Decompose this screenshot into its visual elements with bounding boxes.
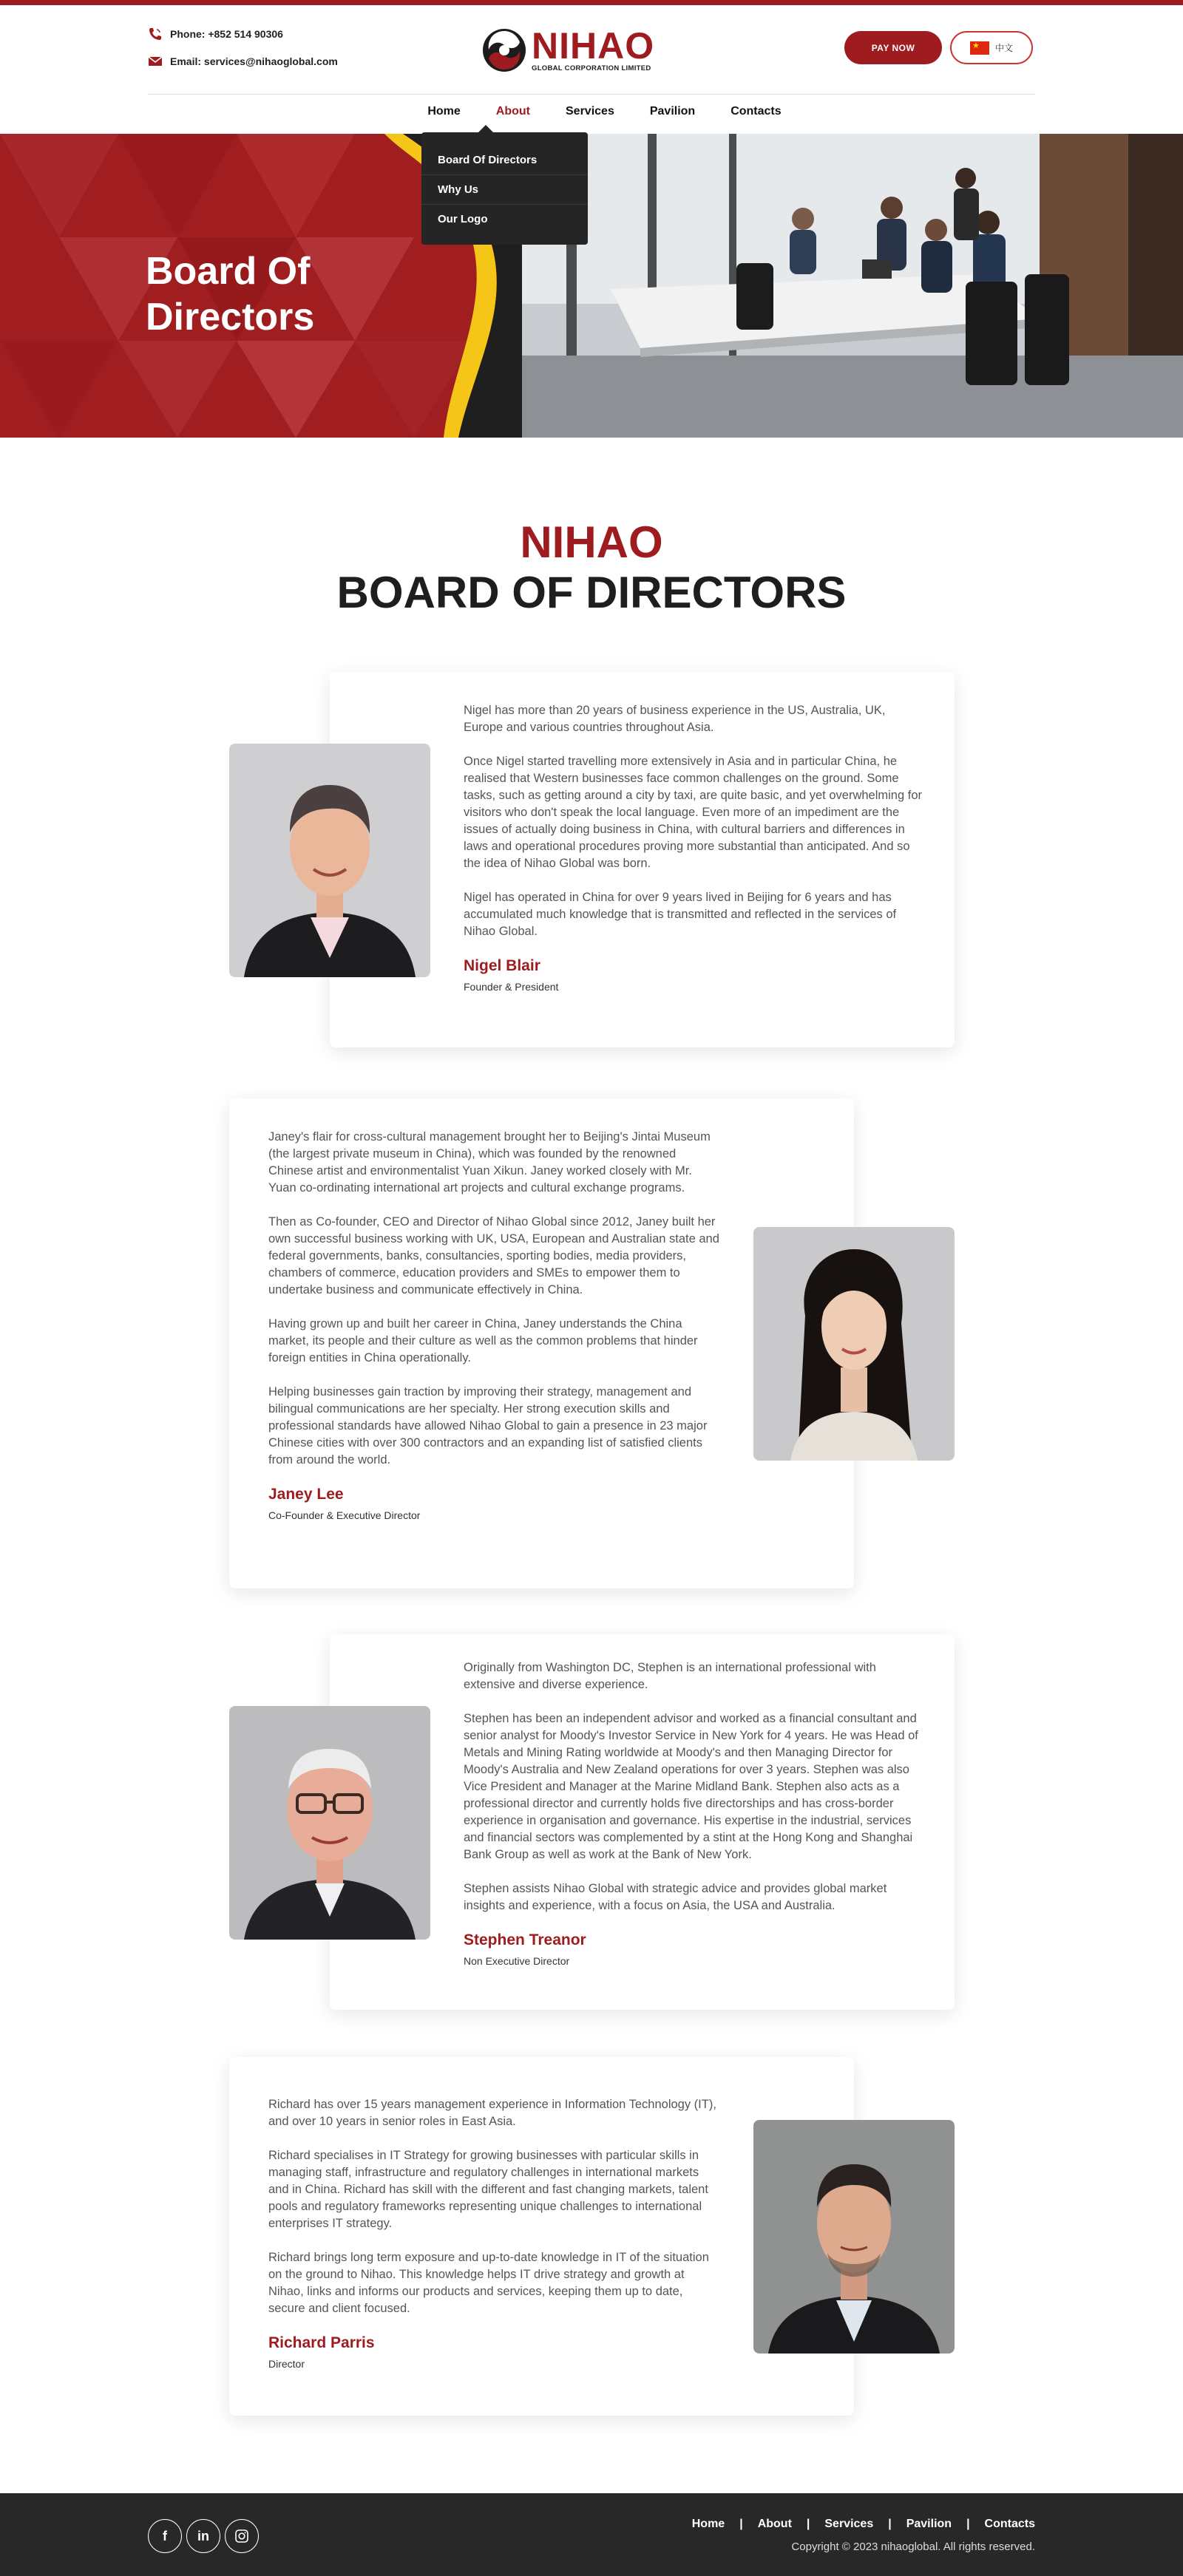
section-heading-brand: NIHAO (520, 517, 663, 567)
logo-subtitle: GLOBAL CORPORATION LIMITED (532, 64, 651, 72)
meeting-illustration (522, 134, 1183, 438)
facebook-icon[interactable]: f (148, 2519, 182, 2553)
hero-title-line2: Directors (146, 296, 315, 339)
bio-paragraph: Stephen has been an independent advisor and worked as a financial consultant and senior analyst for Moody's Investor Service in New York for 4 years. He was Head of Metals and Mining Rating worldwide at Moody's and then Managing Director for Moody's Australia and New Zealand operations for over 3 years. Stephen was also Vice President and Manager at the Marine Midland Bank. Stephen also acts as a professional director and currently holds five directorships and has cross-border experience in organisation and governance. His expertise in the industrial, services and financial sectors was complemented by a stint at the Hong Kong and Shanghai Bank Group as well as work at the Bank of New York. (464, 1712, 918, 1861)
bio-paragraph: Janey's flair for cross-cultural management brought her to Beijing's Jintai Museum (the largest private museum in China), which was founded by the renowned Chinese artist and environmentalist Yuan Xikun. Janey worked closely with Mr. Yuan co-ordinating international art projects and cultural exchange programs. (268, 1130, 711, 1194)
director-photo-stephen (229, 1706, 430, 1940)
hero-banner (0, 134, 1183, 438)
bio-paragraph: Richard specialises in IT Strategy for growing businesses with particular skills in managing staff, infrastructure and regulatory challenges in international markets and in China. Richard has skill with the different and fast changing markets, talent pools and regulatory frameworks representing unique challenges to international enterprises IT strategy. (268, 2149, 708, 2230)
dropdown-item-our-logo[interactable]: Our Logo (438, 213, 488, 225)
site-footer (0, 2493, 1183, 2576)
bio-paragraph: Then as Co-founder, CEO and Director of Nihao Global since 2012, Janey built her own successful business working with UK, USA, European and Australian state and federal governments, banks, consultancies, sporting bodies, media providers, chambers of commerce, education providers and SMEs to empower them to undertake business and communicate effectively in China. (268, 1215, 719, 1297)
footer-nav-separator: | (888, 2518, 892, 2530)
director-name: Nigel Blair (464, 957, 540, 974)
site-logo[interactable] (481, 24, 674, 76)
header-divider (148, 94, 1035, 95)
footer-nav-separator: | (806, 2518, 810, 2530)
nav-item-services[interactable]: Services (566, 105, 614, 118)
footer-nav-contacts[interactable]: Contacts (984, 2518, 1035, 2530)
footer-nav-separator: | (739, 2518, 743, 2530)
director-name: Richard Parris (268, 2334, 375, 2351)
bio-paragraph: Richard has over 15 years management experience in Information Technology (IT), and over 10 years in senior roles in East Asia. (268, 2098, 716, 2128)
director-name: Stephen Treanor (464, 1931, 586, 1948)
footer-nav-home[interactable]: Home (691, 2518, 725, 2530)
footer-nav-about[interactable]: About (757, 2518, 792, 2530)
phone-text: Phone: +852 514 90306 (170, 28, 283, 40)
hero-title (146, 248, 314, 340)
director-role: Founder & President (464, 981, 559, 993)
header-phone[interactable] (148, 27, 283, 41)
director-photo-richard (753, 2120, 955, 2354)
linkedin-icon[interactable]: in (186, 2519, 220, 2553)
main-nav (0, 105, 1183, 118)
email-text: Email: services@nihaoglobal.com (170, 55, 338, 67)
director-bio-nigel (464, 702, 922, 996)
site-header (0, 5, 1183, 134)
director-bio-janey (268, 1129, 719, 1524)
top-accent-stripe (0, 0, 1183, 5)
nav-item-contacts[interactable]: Contacts (731, 105, 782, 118)
language-label: 中文 (994, 43, 1013, 53)
language-switch-button[interactable] (950, 31, 1033, 64)
nav-item-pavilion[interactable]: Pavilion (649, 105, 696, 118)
director-role: Non Executive Director (464, 1955, 570, 1967)
nav-item-home[interactable]: Home (427, 105, 461, 118)
phone-icon (148, 27, 163, 41)
bio-paragraph: Originally from Washington DC, Stephen is an international professional with extensive and diverse experience. (464, 1661, 876, 1691)
bio-paragraph: Stephen assists Nihao Global with strategic advice and provides global market insights and experience, with a focus on Asia, the USA and Australia. (464, 1882, 887, 1912)
instagram-glyph (234, 2529, 249, 2543)
logo-mark-icon (481, 27, 527, 73)
pay-now-button[interactable]: PAY NOW (844, 31, 942, 64)
bio-paragraph: Once Nigel started travelling more extensively in Asia and in particular China, he realised that Western businesses face common challenges on the ground. Some tasks, such as getting around a city by taxi, are quite basic, and yet overwhelming for visitors who don't speak the local language. Even more of an impediment are the issues of actually doing business in China, with cultural barriers and differences in laws and operational procedures proving more substantial than anticipated. And so the idea of Nihao Global was born. (464, 755, 922, 870)
director-photo-nigel (229, 744, 430, 977)
dropdown-item-why-us[interactable]: Why Us (421, 175, 588, 205)
bio-paragraph: Having grown up and built her career in China, Janey understands the China market, its people and their culture as well as the common problems that hinder foreign entities in China operationally. (268, 1317, 698, 1365)
instagram-icon[interactable] (225, 2519, 259, 2553)
section-heading (0, 517, 1183, 618)
bio-paragraph: Richard brings long term exposure and up-to-date knowledge in IT of the situation on the ground to Nihao. This knowledge helps IT drive strategy and growth at Nihao, links and informs our products and services, keeping them up to date, secure and client focused. (268, 2251, 709, 2315)
section-heading-title: BOARD OF DIRECTORS (336, 568, 847, 617)
china-flag-icon (970, 41, 989, 55)
mail-icon (148, 55, 163, 68)
header-email[interactable] (148, 55, 338, 68)
footer-nav (692, 2518, 1035, 2531)
director-photo-janey (753, 1227, 955, 1461)
dropdown-item-board-of-directors[interactable]: Board Of Directors (421, 146, 588, 175)
footer-nav-separator: | (966, 2518, 970, 2530)
footer-nav-services[interactable]: Services (824, 2518, 874, 2530)
hero-title-line1: Board Of (146, 250, 311, 293)
director-bio-richard (268, 2096, 719, 2373)
footer-nav-pavilion[interactable]: Pavilion (906, 2518, 952, 2530)
bio-paragraph: Helping businesses gain traction by improving their strategy, management and bilingual communications are her specialty. Her strong execution skills and professional standards have allowed Nihao Global to gain a presence in 23 major Chinese cities with over 300 contractors and an expanding list of satisfied clients from around the world. (268, 1385, 708, 1467)
hero-meeting-photo (522, 134, 1183, 438)
director-name: Janey Lee (268, 1486, 344, 1503)
bio-paragraph: Nigel has more than 20 years of business experience in the US, Australia, UK, Europe and various countries throughout Asia. (464, 704, 886, 734)
director-role: Co-Founder & Executive Director (268, 1509, 421, 1521)
bio-paragraph: Nigel has operated in China for over 9 years lived in Beijing for 6 years and has accumulated much knowledge that is transmitted and reflected in the services of Nihao Global. (464, 891, 897, 938)
director-role: Director (268, 2358, 305, 2370)
logo-name: NIHAO (532, 24, 655, 67)
nav-item-about[interactable]: About (495, 105, 530, 118)
about-dropdown-menu (421, 132, 588, 245)
director-bio-stephen (464, 1659, 922, 1970)
copyright-text: Copyright © 2023 nihaoglobal. All rights reserved. (791, 2541, 1035, 2553)
